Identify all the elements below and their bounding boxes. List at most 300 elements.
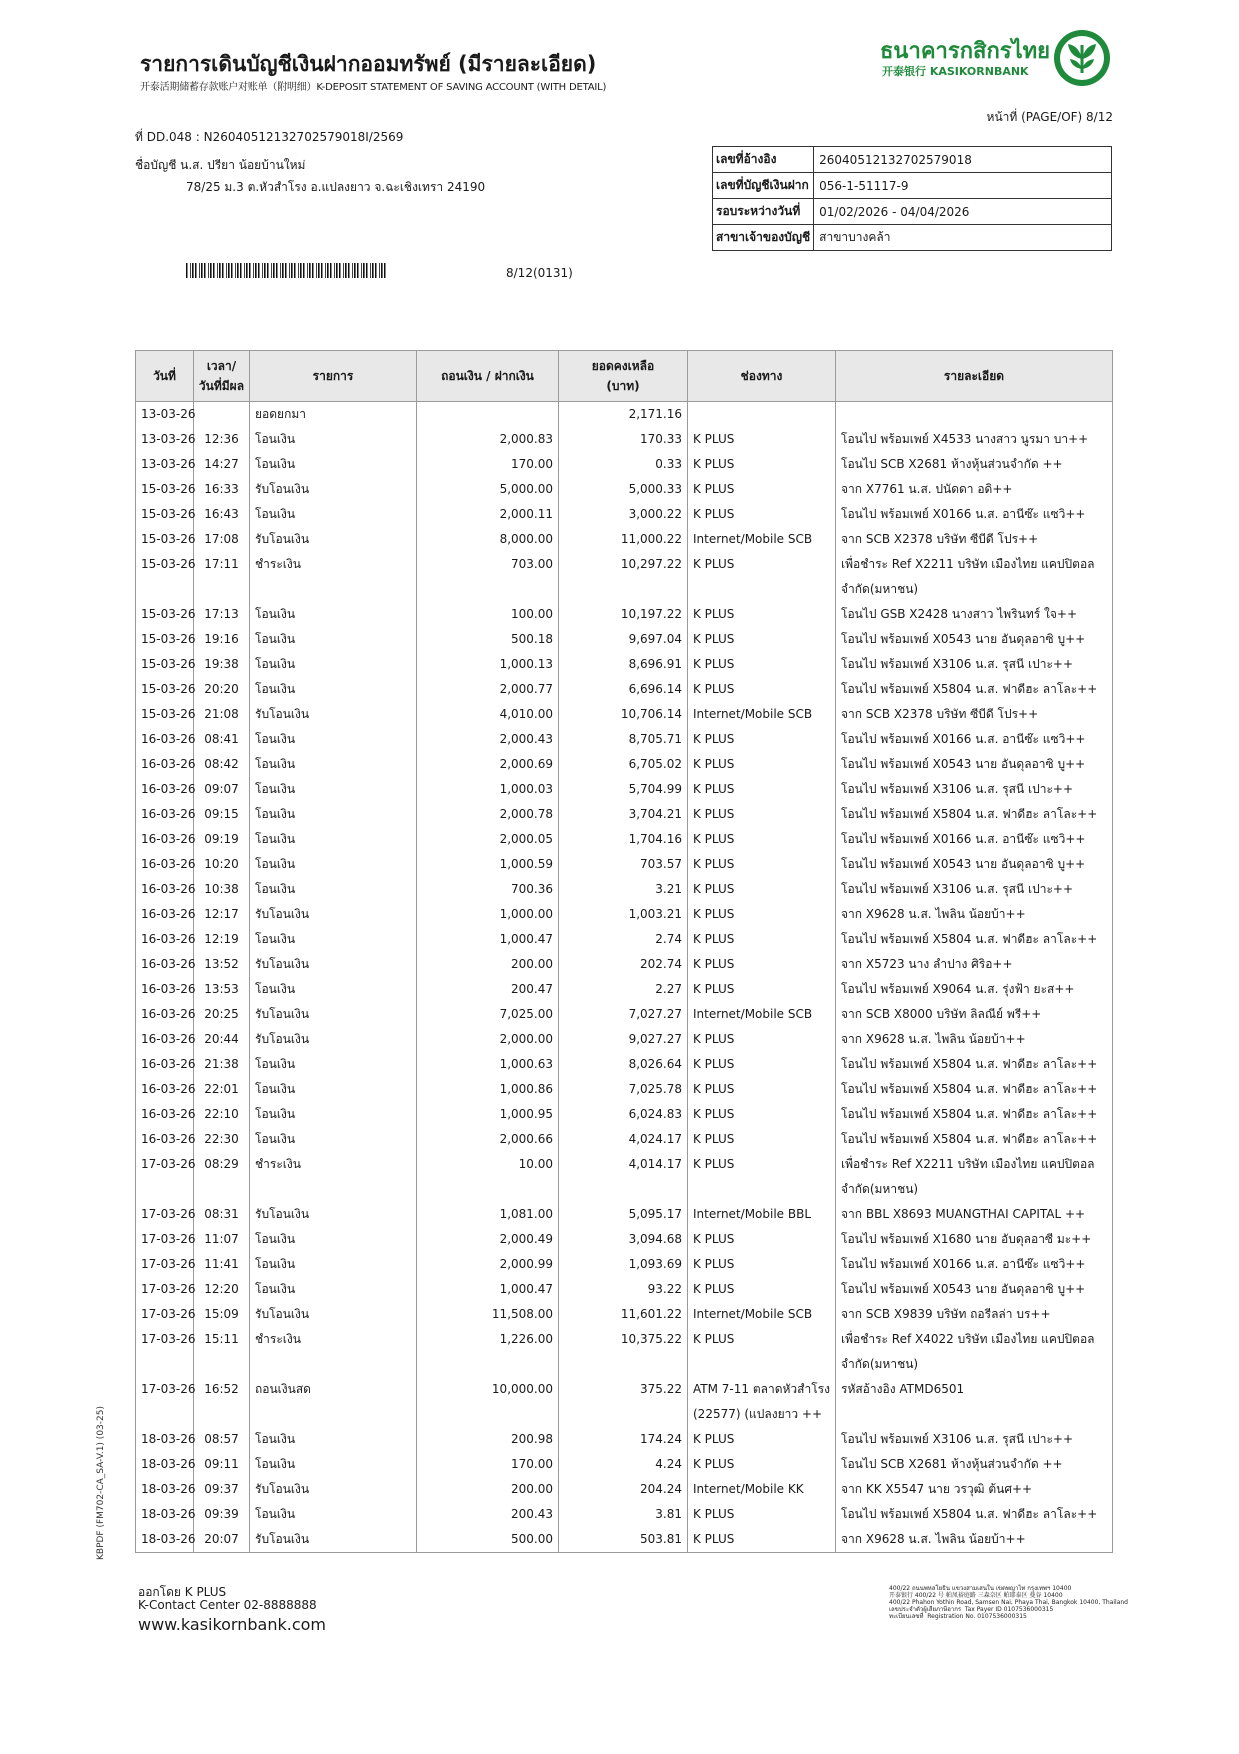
cell-time: 11:07 xyxy=(194,1227,250,1252)
cell-item: รับโอนเงิน xyxy=(250,702,417,727)
cell-date: 16-03-26 xyxy=(136,902,194,927)
cell-balance: 11,000.22 xyxy=(559,527,688,552)
cell-detail: จาก KK X5547 นาย วรวุฒิ ต้นศ++ xyxy=(836,1477,1113,1502)
info-value: 056-1-51117-9 xyxy=(814,173,1112,199)
cell-channel: ATM 7-11 ตลาดหัวสำโรง (22577) (แปลงยาว ++ xyxy=(688,1377,836,1427)
cell-time: 08:41 xyxy=(194,727,250,752)
cell-time: 13:52 xyxy=(194,952,250,977)
cell-balance: 3.81 xyxy=(559,1502,688,1527)
cell-item: ถอนเงินสด xyxy=(250,1377,417,1427)
cell-detail: โอนไป พร้อมเพย์ X3106 น.ส. รุสนี เปาะ++ xyxy=(836,1427,1113,1452)
cell-date: 15-03-26 xyxy=(136,702,194,727)
cell-channel: Internet/Mobile SCB xyxy=(688,1302,836,1327)
cell-amount: 703.00 xyxy=(417,552,559,602)
cell-amount: 10,000.00 xyxy=(417,1377,559,1427)
cell-item: รับโอนเงิน xyxy=(250,902,417,927)
cell-item: รับโอนเงิน xyxy=(250,952,417,977)
cell-time: 10:20 xyxy=(194,852,250,877)
cell-channel: K PLUS xyxy=(688,1077,836,1102)
table-row xyxy=(136,1327,1113,1377)
cell-date: 16-03-26 xyxy=(136,977,194,1002)
table-row xyxy=(136,1377,1113,1427)
cell-item: โอนเงิน xyxy=(250,802,417,827)
cell-balance: 7,025.78 xyxy=(559,1077,688,1102)
cell-time: 17:08 xyxy=(194,527,250,552)
cell-amount: 2,000.83 xyxy=(417,427,559,452)
cell-balance: 10,197.22 xyxy=(559,602,688,627)
cell-channel: K PLUS xyxy=(688,1227,836,1252)
cell-detail: โอนไป พร้อมเพย์ X5804 น.ส. ฟาดีฮะ ลาโละ++ xyxy=(836,677,1113,702)
table-row xyxy=(136,1227,1113,1252)
table-row xyxy=(136,1477,1113,1502)
cell-balance: 174.24 xyxy=(559,1427,688,1452)
contact-center: K-Contact Center 02-8888888 xyxy=(138,1598,317,1612)
cell-time: 11:41 xyxy=(194,1252,250,1277)
cell-item: โอนเงิน xyxy=(250,652,417,677)
cell-item: โอนเงิน xyxy=(250,1052,417,1077)
cell-channel: K PLUS xyxy=(688,502,836,527)
cell-date: 15-03-26 xyxy=(136,477,194,502)
info-value: 26040512132702579018 xyxy=(814,147,1112,173)
cell-item: โอนเงิน xyxy=(250,427,417,452)
table-row xyxy=(136,1427,1113,1452)
cell-item: โอนเงิน xyxy=(250,977,417,1002)
table-row xyxy=(136,852,1113,877)
info-row xyxy=(713,225,1112,251)
cell-detail xyxy=(836,402,1113,428)
table-row xyxy=(136,1052,1113,1077)
cell-balance: 4.24 xyxy=(559,1452,688,1477)
table-row xyxy=(136,1127,1113,1152)
cell-balance: 1,003.21 xyxy=(559,902,688,927)
cell-balance: 8,026.64 xyxy=(559,1052,688,1077)
cell-date: 16-03-26 xyxy=(136,1002,194,1027)
cell-balance: 6,696.14 xyxy=(559,677,688,702)
cell-item: ยอดยกมา xyxy=(250,402,417,428)
info-row xyxy=(713,199,1112,225)
cell-date: 16-03-26 xyxy=(136,1027,194,1052)
cell-amount: 1,000.86 xyxy=(417,1077,559,1102)
cell-amount: 2,000.43 xyxy=(417,727,559,752)
cell-time: 09:07 xyxy=(194,777,250,802)
cell-time: 09:11 xyxy=(194,1452,250,1477)
cell-time: 09:19 xyxy=(194,827,250,852)
cell-item: โอนเงิน xyxy=(250,1427,417,1452)
cell-detail: โอนไป GSB X2428 นางสาว ไพรินทร์ ใจ++ xyxy=(836,602,1113,627)
cell-channel: K PLUS xyxy=(688,1102,836,1127)
col-header-detail: รายละเอียด xyxy=(836,351,1113,402)
table-row xyxy=(136,727,1113,752)
cell-amount: 1,000.03 xyxy=(417,777,559,802)
cell-balance: 202.74 xyxy=(559,952,688,977)
table-row xyxy=(136,627,1113,652)
cell-date: 13-03-26 xyxy=(136,402,194,428)
table-row xyxy=(136,477,1113,502)
table-row xyxy=(136,502,1113,527)
cell-detail: จาก X5723 นาง ลำปาง ศิริอ++ xyxy=(836,952,1113,977)
cell-date: 16-03-26 xyxy=(136,1077,194,1102)
table-row xyxy=(136,1252,1113,1277)
cell-time xyxy=(194,402,250,428)
cell-item: ชำระเงิน xyxy=(250,1152,417,1202)
cell-time: 20:07 xyxy=(194,1527,250,1553)
cell-channel: K PLUS xyxy=(688,1502,836,1527)
cell-date: 16-03-26 xyxy=(136,1052,194,1077)
cell-channel: K PLUS xyxy=(688,977,836,1002)
cell-amount: 1,226.00 xyxy=(417,1327,559,1377)
cell-detail: โอนไป พร้อมเพย์ X1680 นาย อับดุลอาซี มะ++ xyxy=(836,1227,1113,1252)
cell-item: โอนเงิน xyxy=(250,852,417,877)
info-row xyxy=(713,147,1112,173)
cell-item: โอนเงิน xyxy=(250,1127,417,1152)
cell-time: 15:09 xyxy=(194,1302,250,1327)
cell-detail: โอนไป พร้อมเพย์ X0166 น.ส. อานีซ๊ะ แซวิ++ xyxy=(836,727,1113,752)
info-value: สาขาบางคล้า xyxy=(814,225,1112,251)
cell-balance: 5,000.33 xyxy=(559,477,688,502)
cell-channel: K PLUS xyxy=(688,602,836,627)
cell-date: 17-03-26 xyxy=(136,1152,194,1202)
info-label: สาขาเจ้าของบัญชี xyxy=(713,225,814,251)
cell-date: 16-03-26 xyxy=(136,927,194,952)
cell-channel: K PLUS xyxy=(688,1277,836,1302)
table-row xyxy=(136,827,1113,852)
cell-time: 17:11 xyxy=(194,552,250,602)
table-row xyxy=(136,1202,1113,1227)
cell-amount: 11,508.00 xyxy=(417,1302,559,1327)
cell-date: 16-03-26 xyxy=(136,777,194,802)
cell-item: รับโอนเงิน xyxy=(250,1302,417,1327)
cell-amount: 4,010.00 xyxy=(417,702,559,727)
cell-time: 22:01 xyxy=(194,1077,250,1102)
cell-detail: โอนไป พร้อมเพย์ X0543 นาย อันดุลอาซิ บู++ xyxy=(836,1277,1113,1302)
cell-time: 14:27 xyxy=(194,452,250,477)
cell-balance: 93.22 xyxy=(559,1277,688,1302)
cell-detail: โอนไป พร้อมเพย์ X0543 นาย อันดุลอาซิ บู++ xyxy=(836,852,1113,877)
cell-item: โอนเงิน xyxy=(250,827,417,852)
cell-balance: 4,024.17 xyxy=(559,1127,688,1152)
cell-channel: K PLUS xyxy=(688,927,836,952)
cell-time: 09:39 xyxy=(194,1502,250,1527)
cell-amount: 1,000.63 xyxy=(417,1052,559,1077)
cell-amount: 2,000.05 xyxy=(417,827,559,852)
cell-channel: K PLUS xyxy=(688,877,836,902)
info-label: รอบระหว่างวันที่ xyxy=(713,199,814,225)
table-row xyxy=(136,1077,1113,1102)
cell-channel: K PLUS xyxy=(688,552,836,602)
cell-item: โอนเงิน xyxy=(250,602,417,627)
cell-channel: K PLUS xyxy=(688,1127,836,1152)
col-header-item: รายการ xyxy=(250,351,417,402)
table-row xyxy=(136,1277,1113,1302)
table-row xyxy=(136,1002,1113,1027)
cell-time: 08:31 xyxy=(194,1202,250,1227)
cell-item: โอนเงิน xyxy=(250,1252,417,1277)
cell-date: 16-03-26 xyxy=(136,1127,194,1152)
cell-date: 18-03-26 xyxy=(136,1427,194,1452)
cell-time: 19:16 xyxy=(194,627,250,652)
cell-item: โอนเงิน xyxy=(250,777,417,802)
cell-detail: โอนไป พร้อมเพย์ X5804 น.ส. ฟาดีฮะ ลาโละ++ xyxy=(836,1502,1113,1527)
cell-balance: 3,000.22 xyxy=(559,502,688,527)
cell-channel: K PLUS xyxy=(688,727,836,752)
info-label: เลขที่อ้างอิง xyxy=(713,147,814,173)
cell-detail: เพื่อชำระ Ref X2211 บริษัท เมืองไทย แคปปิตอล จำกัด(มหาชน) xyxy=(836,552,1113,602)
cell-amount: 170.00 xyxy=(417,452,559,477)
cell-channel: K PLUS xyxy=(688,627,836,652)
cell-time: 12:20 xyxy=(194,1277,250,1302)
cell-time: 16:43 xyxy=(194,502,250,527)
cell-time: 17:13 xyxy=(194,602,250,627)
cell-channel: K PLUS xyxy=(688,677,836,702)
cell-date: 13-03-26 xyxy=(136,427,194,452)
cell-detail: โอนไป พร้อมเพย์ X3106 น.ส. รุสนี เปาะ++ xyxy=(836,877,1113,902)
cell-channel: K PLUS xyxy=(688,852,836,877)
cell-date: 17-03-26 xyxy=(136,1202,194,1227)
table-row xyxy=(136,777,1113,802)
cell-item: โอนเงิน xyxy=(250,1502,417,1527)
cell-amount: 2,000.11 xyxy=(417,502,559,527)
cell-item: รับโอนเงิน xyxy=(250,1477,417,1502)
cell-item: ชำระเงิน xyxy=(250,1327,417,1377)
cell-date: 16-03-26 xyxy=(136,827,194,852)
cell-date: 17-03-26 xyxy=(136,1252,194,1277)
cell-item: โอนเงิน xyxy=(250,1077,417,1102)
cell-amount: 8,000.00 xyxy=(417,527,559,552)
table-row xyxy=(136,952,1113,977)
cell-date: 15-03-26 xyxy=(136,677,194,702)
table-row xyxy=(136,877,1113,902)
cell-amount: 200.00 xyxy=(417,1477,559,1502)
cell-channel: K PLUS xyxy=(688,802,836,827)
cell-amount: 500.00 xyxy=(417,1527,559,1553)
cell-balance: 6,024.83 xyxy=(559,1102,688,1127)
cell-item: โอนเงิน xyxy=(250,677,417,702)
table-row xyxy=(136,652,1113,677)
cell-detail: โอนไป พร้อมเพย์ X9064 น.ส. รุ่งฟ้า ยะส++ xyxy=(836,977,1113,1002)
cell-balance: 9,697.04 xyxy=(559,627,688,652)
cell-amount: 200.43 xyxy=(417,1502,559,1527)
cell-detail: จาก SCB X2378 บริษัท ซีบีดี โปร++ xyxy=(836,702,1113,727)
cell-balance: 5,704.99 xyxy=(559,777,688,802)
page-title: รายการเดินบัญชีเงินฝากออมทรัพย์ (มีรายละเอียด) xyxy=(140,52,597,76)
table-row xyxy=(136,1502,1113,1527)
cell-date: 15-03-26 xyxy=(136,527,194,552)
cell-item: รับโอนเงิน xyxy=(250,1027,417,1052)
cell-date: 16-03-26 xyxy=(136,802,194,827)
cell-date: 16-03-26 xyxy=(136,877,194,902)
cell-balance: 204.24 xyxy=(559,1477,688,1502)
col-header-amount: ถอนเงิน / ฝากเงิน xyxy=(417,351,559,402)
cell-balance: 170.33 xyxy=(559,427,688,452)
cell-channel: K PLUS xyxy=(688,452,836,477)
cell-channel: K PLUS xyxy=(688,1527,836,1553)
cell-channel: Internet/Mobile SCB xyxy=(688,527,836,552)
kasikornbank-logo-icon xyxy=(1053,29,1111,87)
cell-detail: โอนไป พร้อมเพย์ X5804 น.ส. ฟาดีฮะ ลาโละ++ xyxy=(836,1077,1113,1102)
cell-time: 13:53 xyxy=(194,977,250,1002)
cell-amount: 2,000.66 xyxy=(417,1127,559,1152)
cell-balance: 3,704.21 xyxy=(559,802,688,827)
cell-channel: Internet/Mobile KK xyxy=(688,1477,836,1502)
cell-detail: เพื่อชำระ Ref X4022 บริษัท เมืองไทย แคปปิตอล จำกัด(มหาชน) xyxy=(836,1327,1113,1377)
cell-balance: 1,093.69 xyxy=(559,1252,688,1277)
table-row xyxy=(136,552,1113,602)
cell-amount: 2,000.00 xyxy=(417,1027,559,1052)
cell-balance: 10,706.14 xyxy=(559,702,688,727)
table-row xyxy=(136,677,1113,702)
cell-balance: 10,375.22 xyxy=(559,1327,688,1377)
cell-item: รับโอนเงิน xyxy=(250,1002,417,1027)
cell-date: 15-03-26 xyxy=(136,552,194,602)
cell-balance: 0.33 xyxy=(559,452,688,477)
cell-amount: 700.36 xyxy=(417,877,559,902)
cell-time: 09:15 xyxy=(194,802,250,827)
cell-amount: 7,025.00 xyxy=(417,1002,559,1027)
cell-item: โอนเงิน xyxy=(250,1227,417,1252)
cell-detail: โอนไป พร้อมเพย์ X0166 น.ส. อานีซ๊ะ แซวิ++ xyxy=(836,827,1113,852)
table-row xyxy=(136,1302,1113,1327)
cell-detail: โอนไป พร้อมเพย์ X0543 นาย อันดุลอาซิ บู++ xyxy=(836,752,1113,777)
document-reference: ที่ DD.048 : N26040512132702579018I/2569 xyxy=(135,130,404,144)
cell-channel: K PLUS xyxy=(688,752,836,777)
cell-date: 15-03-26 xyxy=(136,652,194,677)
cell-item: โอนเงิน xyxy=(250,502,417,527)
page-subtitle: 开泰活期储蓄存款账户对账单（附明细）K-DEPOSIT STATEMENT OF SAVING ACCOUNT (WITH DETAIL) xyxy=(140,82,607,93)
cell-amount: 1,000.00 xyxy=(417,902,559,927)
cell-channel: Internet/Mobile SCB xyxy=(688,1002,836,1027)
cell-amount: 1,081.00 xyxy=(417,1202,559,1227)
cell-detail: จาก SCB X9839 บริษัท ถอรีลล่า บร++ xyxy=(836,1302,1113,1327)
issued-by: ออกโดย K PLUS xyxy=(138,1585,227,1599)
cell-item: โอนเงิน xyxy=(250,727,417,752)
cell-date: 18-03-26 xyxy=(136,1502,194,1527)
cell-balance: 375.22 xyxy=(559,1377,688,1427)
cell-date: 18-03-26 xyxy=(136,1452,194,1477)
cell-channel: K PLUS xyxy=(688,1027,836,1052)
cell-channel: K PLUS xyxy=(688,777,836,802)
table-row xyxy=(136,527,1113,552)
cell-channel: K PLUS xyxy=(688,1252,836,1277)
cell-detail: โอนไป พร้อมเพย์ X3106 น.ส. รุสนี เปาะ++ xyxy=(836,777,1113,802)
cell-detail: จาก BBL X8693 MUANGTHAI CAPITAL ++ xyxy=(836,1202,1113,1227)
cell-balance: 9,027.27 xyxy=(559,1027,688,1052)
cell-amount: 2,000.49 xyxy=(417,1227,559,1252)
cell-channel: K PLUS xyxy=(688,827,836,852)
cell-channel: Internet/Mobile BBL xyxy=(688,1202,836,1227)
cell-amount: 170.00 xyxy=(417,1452,559,1477)
barcode-number: 8/12(0131) xyxy=(506,266,573,280)
col-header-date: วันที่ xyxy=(136,351,194,402)
cell-amount: 5,000.00 xyxy=(417,477,559,502)
table-row xyxy=(136,1152,1113,1202)
cell-detail: เพื่อชำระ Ref X2211 บริษัท เมืองไทย แคปปิตอล จำกัด(มหาชน) xyxy=(836,1152,1113,1202)
cell-time: 20:44 xyxy=(194,1027,250,1052)
bank-name-en: 开泰银行 KASIKORNBANK xyxy=(882,65,1029,78)
cell-detail: โอนไป พร้อมเพย์ X5804 น.ส. ฟาดีฮะ ลาโละ++ xyxy=(836,1127,1113,1152)
col-header-channel: ช่องทาง xyxy=(688,351,836,402)
cell-time: 08:57 xyxy=(194,1427,250,1452)
col-header-time: เวลา/ วันที่มีผล xyxy=(194,351,250,402)
cell-item: โอนเงิน xyxy=(250,752,417,777)
cell-balance: 11,601.22 xyxy=(559,1302,688,1327)
cell-balance: 1,704.16 xyxy=(559,827,688,852)
cell-channel: K PLUS xyxy=(688,1452,836,1477)
cell-amount: 2,000.78 xyxy=(417,802,559,827)
table-row xyxy=(136,927,1113,952)
cell-channel: Internet/Mobile SCB xyxy=(688,702,836,727)
cell-channel: K PLUS xyxy=(688,1327,836,1377)
cell-balance: 503.81 xyxy=(559,1527,688,1553)
table-header-row xyxy=(136,351,1113,402)
table-row xyxy=(136,1027,1113,1052)
cell-balance: 703.57 xyxy=(559,852,688,877)
table-row xyxy=(136,452,1113,477)
cell-amount: 1,000.13 xyxy=(417,652,559,677)
table-row xyxy=(136,977,1113,1002)
table-row xyxy=(136,1527,1113,1553)
cell-item: รับโอนเงิน xyxy=(250,1202,417,1227)
cell-amount: 1,000.95 xyxy=(417,1102,559,1127)
cell-amount xyxy=(417,402,559,428)
cell-detail: โอนไป พร้อมเพย์ X0166 น.ส. อานีซ๊ะ แซวิ++ xyxy=(836,1252,1113,1277)
cell-date: 17-03-26 xyxy=(136,1227,194,1252)
cell-balance: 4,014.17 xyxy=(559,1152,688,1202)
page-number: หน้าที่ (PAGE/OF) 8/12 xyxy=(986,110,1113,124)
cell-balance: 6,705.02 xyxy=(559,752,688,777)
cell-time: 09:37 xyxy=(194,1477,250,1502)
cell-amount: 200.98 xyxy=(417,1427,559,1452)
cell-amount: 200.47 xyxy=(417,977,559,1002)
cell-date: 17-03-26 xyxy=(136,1277,194,1302)
cell-channel: K PLUS xyxy=(688,952,836,977)
table-row xyxy=(136,752,1113,777)
cell-balance: 5,095.17 xyxy=(559,1202,688,1227)
cell-date: 17-03-26 xyxy=(136,1327,194,1377)
website-link[interactable]: www.kasikornbank.com xyxy=(138,1615,326,1634)
cell-item: โอนเงิน xyxy=(250,1102,417,1127)
cell-detail: โอนไป SCB X2681 ห้างหุ้นส่วนจำกัด ++ xyxy=(836,452,1113,477)
table-row xyxy=(136,602,1113,627)
barcode-icon xyxy=(186,263,386,278)
cell-time: 20:20 xyxy=(194,677,250,702)
cell-channel: K PLUS xyxy=(688,427,836,452)
table-row xyxy=(136,902,1113,927)
cell-time: 16:52 xyxy=(194,1377,250,1427)
cell-time: 19:38 xyxy=(194,652,250,677)
cell-channel: K PLUS xyxy=(688,1152,836,1202)
table-row xyxy=(136,402,1113,428)
cell-detail: โอนไป พร้อมเพย์ X5804 น.ส. ฟาดีฮะ ลาโละ++ xyxy=(836,1052,1113,1077)
cell-detail: โอนไป พร้อมเพย์ X0166 น.ส. อานีซ๊ะ แซวิ++ xyxy=(836,502,1113,527)
cell-date: 15-03-26 xyxy=(136,502,194,527)
cell-time: 08:29 xyxy=(194,1152,250,1202)
cell-amount: 1,000.47 xyxy=(417,927,559,952)
cell-amount: 500.18 xyxy=(417,627,559,652)
cell-detail: โอนไป พร้อมเพย์ X5804 น.ส. ฟาดีฮะ ลาโละ++ xyxy=(836,802,1113,827)
cell-detail: โอนไป SCB X2681 ห้างหุ้นส่วนจำกัด ++ xyxy=(836,1452,1113,1477)
bank-name-th: ธนาคารกสิกรไทย xyxy=(880,39,1051,64)
cell-time: 21:38 xyxy=(194,1052,250,1077)
cell-detail: จาก SCB X2378 บริษัท ซีบีดี โปร++ xyxy=(836,527,1113,552)
info-label: เลขที่บัญชีเงินฝาก xyxy=(713,173,814,199)
cell-detail: รหัสอ้างอิง ATMD6501 xyxy=(836,1377,1113,1427)
cell-time: 20:25 xyxy=(194,1002,250,1027)
cell-channel: K PLUS xyxy=(688,902,836,927)
info-row xyxy=(713,173,1112,199)
cell-balance: 8,696.91 xyxy=(559,652,688,677)
cell-amount: 2,000.77 xyxy=(417,677,559,702)
cell-detail: จาก X9628 น.ส. ไพลิน น้อยบ้า++ xyxy=(836,1527,1113,1553)
